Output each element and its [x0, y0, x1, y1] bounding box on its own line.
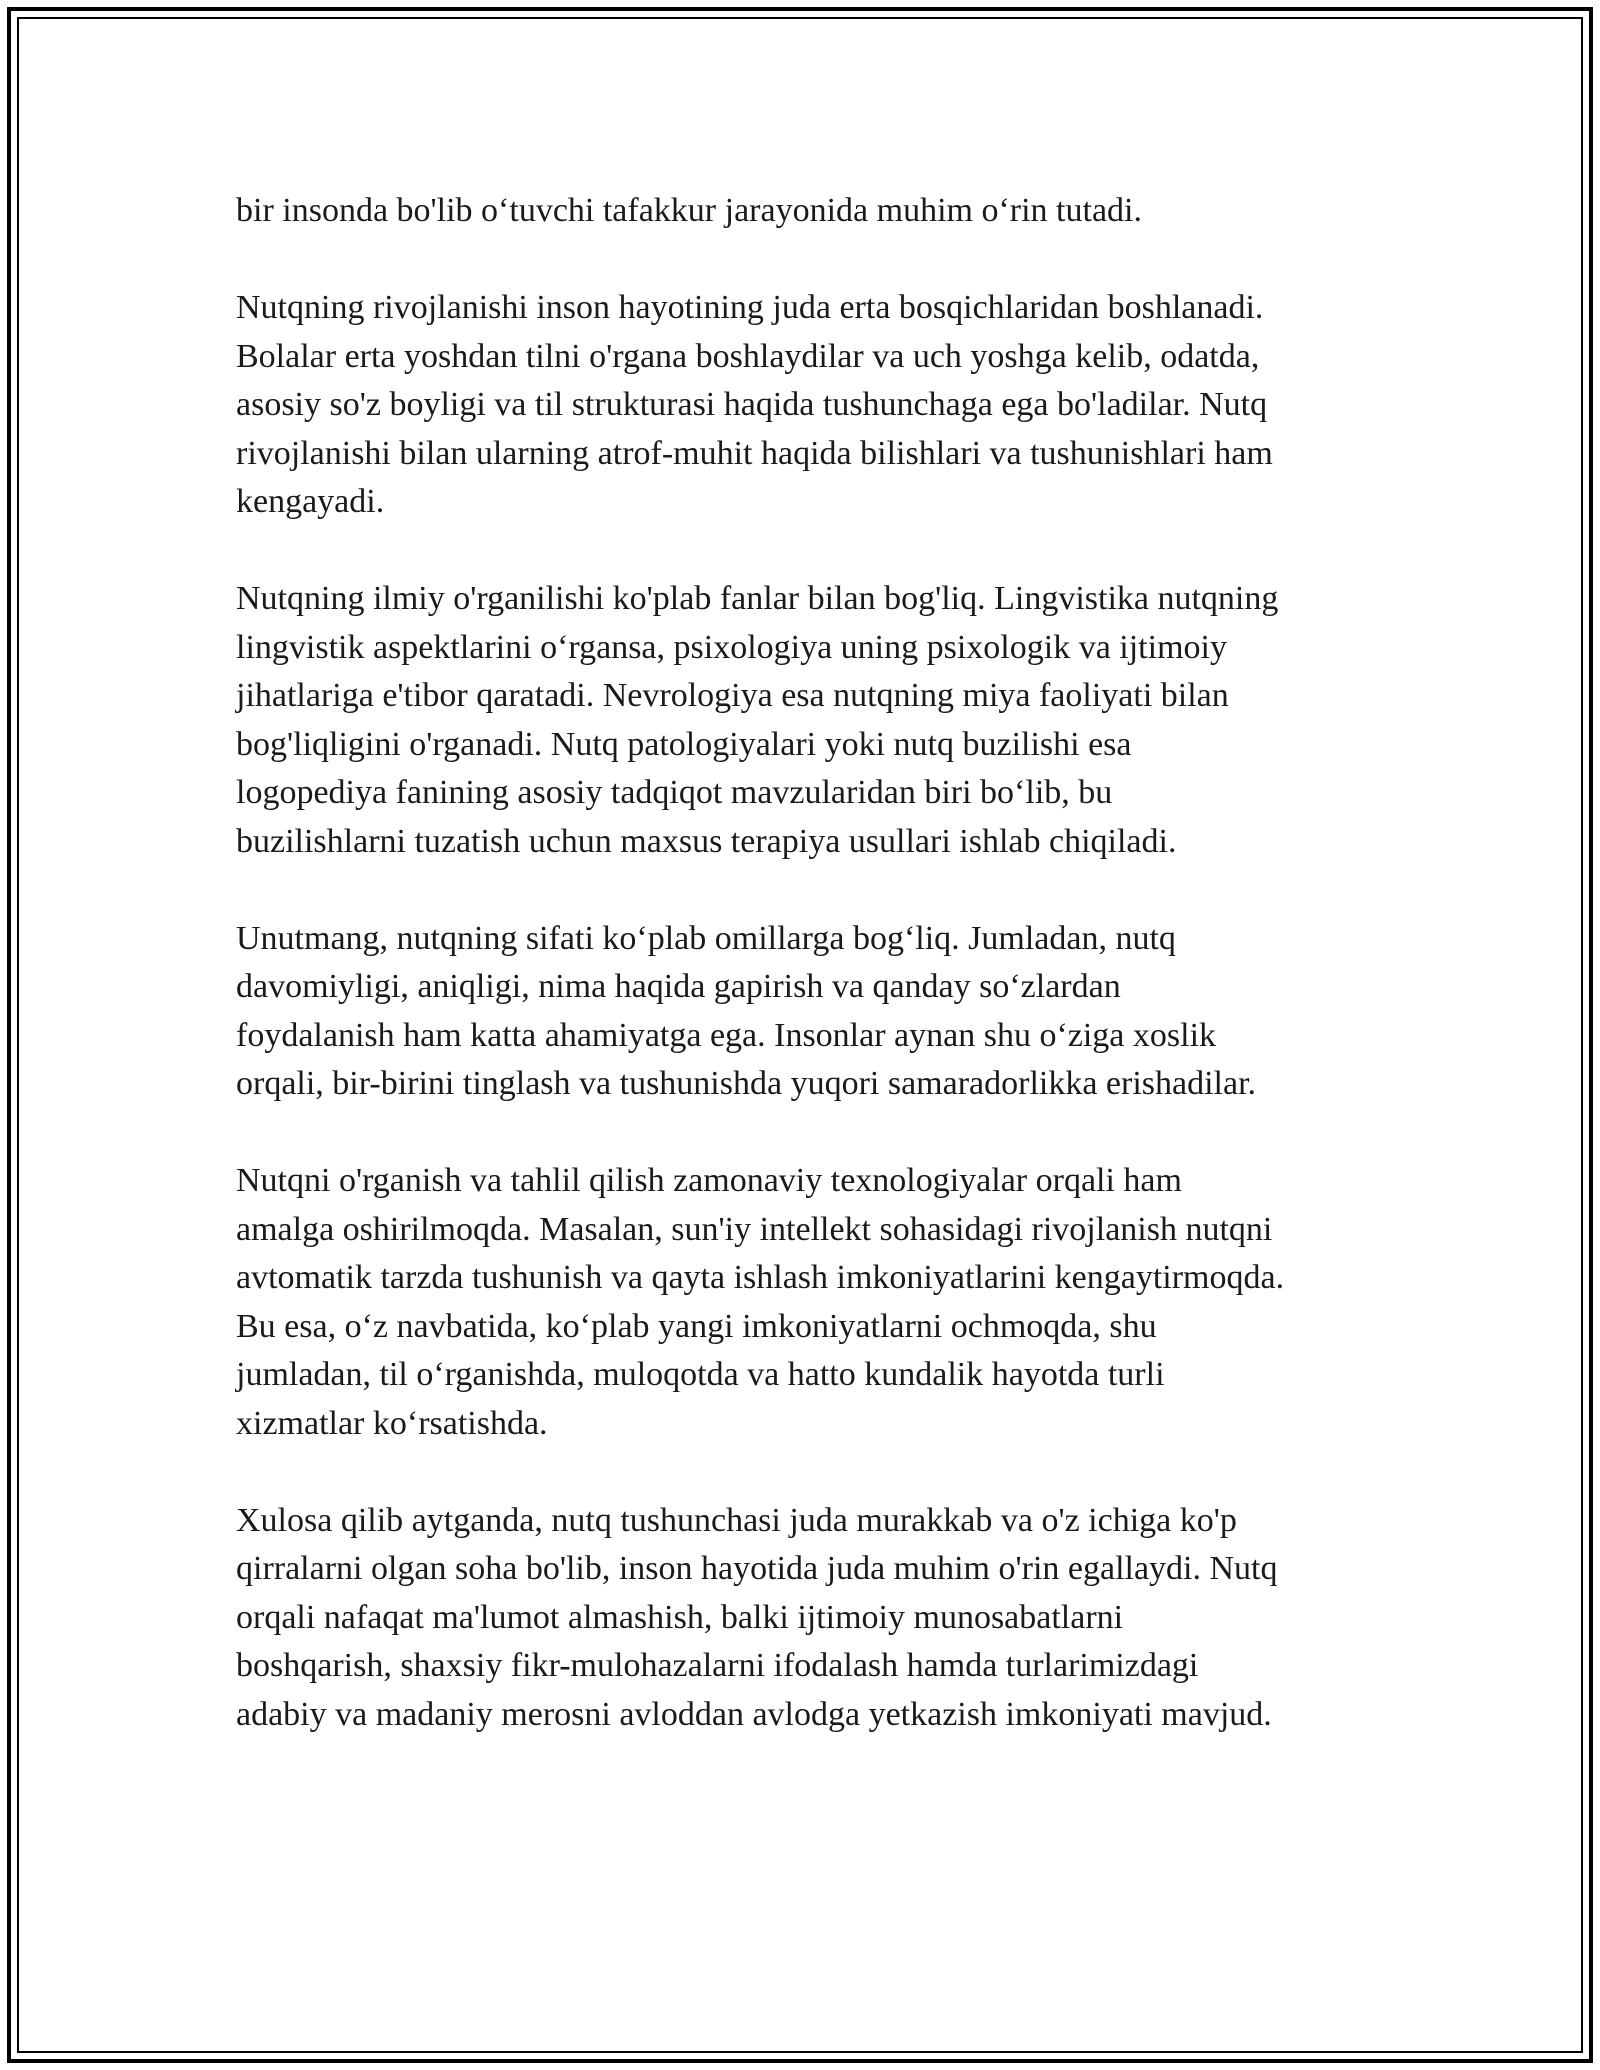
- paragraph-5: Nutqni o'rganish va tahlil qilish zamonaviy texnologiyalar orqali ham amalga oshirilmoqda. Masalan, sun'iy intellekt sohasidagi rivojlanish nutqni avtomatik tarzda tushunish va qayta ishlash imkoniyatlarini kengaytirmoqda. Bu esa, o‘z navbatida, ko‘plab yangi imkoniyatlarni ochmoqda, shu jumladan, til o‘rganishda, muloqotda va hatto kundalik hayotda turli xizmatlar ko‘rsatishda.: [236, 1162, 1285, 1442]
- document-body: [236, 187, 1386, 1788]
- paragraph-1: bir insonda bo'lib o‘tuvchi tafakkur jarayonida muhim o‘rin tutadi.: [236, 192, 1142, 229]
- paragraph-2: Nutqning rivojlanishi inson hayotining juda erta bosqichlaridan boshlanadi. Bolalar erta yoshdan tilni o'rgana boshlaydilar va uch yoshga kelib, odatda, asosiy so'z boyligi va til strukturasi haqida tushunchaga ega bo'ladilar. Nutq rivojlanishi bilan ularning atrof-muhit haqida bilishlari va tushunishlari ham kengayadi.: [236, 289, 1273, 520]
- paragraph-6: Xulosa qilib aytganda, nutq tushunchasi juda murakkab va o'z ichiga ko'p qirralarni olgan soha bo'lib, inson hayotida juda muhim o'rin egallaydi. Nutq orqali nafaqat ma'lumot almashish, balki ijtimoiy munosabatlarni boshqarish, shaxsiy fikr-mulohazalarni ifodalash hamda turlarimizdagi adabiy va madaniy merosni avloddan avlodga yetkazish imkoniyati mavjud.: [236, 1501, 1278, 1733]
- paragraph-3: Nutqning ilmiy o'rganilishi ko'plab fanlar bilan bog'liq. Lingvistika nutqning lingvistik aspektlarini o‘rgansa, psixologiya uning psixologik va ijtimoiy jihatlariga e'tibor qaratadi. Nevrologiya esa nutqning miya faoliyati bilan bog'liqligini o'rganadi. Nutq patologiyalari yoki nutq buzilishi esa logopediya fanining asosiy tadqiqot mavzularidan biri bo‘lib, bu buzilishlarni tuzatish uchun maxsus terapiya usullari ishlab chiqiladi.: [236, 580, 1279, 860]
- paragraph-4: Unutmang, nutqning sifati ko‘plab omillarga bog‘liq. Jumladan, nutq davomiyligi, aniqligi, nima haqida gapirish va qanday so‘zlardan foydalanish ham katta ahamiyatga ega. Insonlar aynan shu o‘ziga xoslik orqali, bir-birini tinglash va tushunishda yuqori samaradorlikka erishadilar.: [236, 919, 1257, 1102]
